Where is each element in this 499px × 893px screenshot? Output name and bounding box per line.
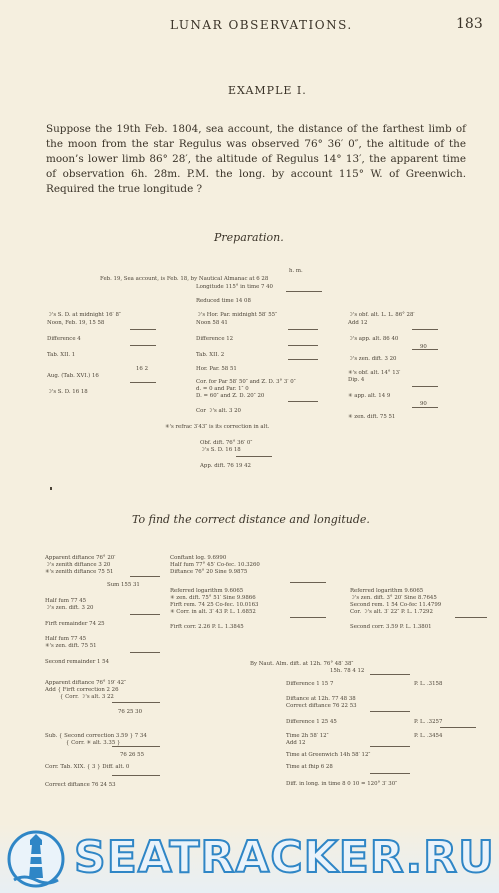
rule [455, 617, 487, 618]
preparation-line: ☽'s S. D. 16 18 [47, 389, 88, 395]
problem-paragraph: Suppose the 19th Feb. 1804, sea account, the distance of the farthest limb of the moon from the star Regulus was observed 76° 36′ 0″, the altitude of the moon’s lower limb 86° 28′, the altitude of Regulus 14° 13′, the apparent time of observation 6h. 28m. P.M. the long. by account 115° W. of Greenwich. Required the true longitude ? [46, 123, 466, 195]
correct-line: ✳'s zenith diftance 75 51 [45, 569, 114, 575]
correct-line: ☽'s zen. dift. 3 20 [45, 605, 94, 611]
correct-line: Diff. in long. in time 8 0 10 = 120° 3′ 30″ [286, 781, 398, 787]
correct-line: ✳ zen. dift. 75° 51′ Sine 9.9866 [170, 595, 256, 601]
correct-line: Firft corr. 2.26 P. L. 1.3845 [170, 624, 244, 630]
preparation-line: 90 [420, 344, 427, 350]
rule [130, 576, 160, 577]
correct-line: Second remainder 1 54 [45, 659, 110, 665]
correct-line: Diftance at 12h. 77 48 38 [286, 696, 356, 702]
preparation-line: Longitude 115° in time 7 40 [196, 284, 273, 290]
rule [370, 773, 410, 774]
correct-line: P. L. .3454 [414, 733, 443, 739]
correct-line: Half fum 77° 45′ Co-fec. 10.3260 [170, 562, 260, 568]
lighthouse-logo [6, 830, 66, 888]
correct-line: Second corr. 3.59 P. L. 1.3801 [350, 624, 432, 630]
rule [288, 345, 318, 346]
preparation-line: 90 [420, 401, 427, 407]
rule [288, 329, 318, 330]
preparation-line: ✳'s refrac 3′43″ is its correction in alt. [165, 424, 270, 430]
correct-line: Time at Greenwich 14h 58′ 12″ [286, 752, 371, 758]
correct-line: Referred logarithm 9.6065 [170, 588, 244, 594]
correct-line: ☽'s zen. dift. 3° 20′ Sine 8.7645 [350, 595, 437, 601]
preparation-line: Tab. XII. 1 [47, 352, 76, 358]
preparation-line: D. = 60″ and Z. D. 20″ 20 [196, 393, 265, 399]
rule [290, 582, 326, 583]
correct-line: Cor. ☽'s alt. 3′ 22″ P. L. 1.7292 [350, 609, 433, 615]
rule [412, 407, 438, 408]
correct-line: Add 12 [286, 740, 306, 746]
correct-line: P. L. .3257 [414, 719, 443, 725]
correct-line: Firft rem. 74 25 Co-fec. 10.0163 [170, 602, 259, 608]
correct-line: 15h. 78 4 12 [330, 668, 365, 674]
correct-line: Apparent diftance 76° 19′ 42″ [45, 680, 127, 686]
example-title: EXAMPLE I. [228, 84, 307, 97]
preparation-line: ✳ zen. dift. 75 51 [348, 414, 396, 420]
watermark-text: SEATRACKER.RU [74, 832, 495, 883]
preparation-line: ☽'s S. D. at midnight 16′ 8″ [47, 312, 121, 318]
correct-line: Diftance 76° 20 Sine 9.9875 [170, 569, 248, 575]
preparation-line: Obf. dift. 76° 36′ 0″ [200, 440, 253, 446]
correct-line: Difference 1 15 7 [286, 681, 334, 687]
preparation-line: ✳'s obf. alt. 14° 13′ [348, 370, 401, 376]
rule [130, 614, 160, 615]
correct-line: 76 25 30 [118, 709, 143, 715]
correct-line: ☽'s zenith diftance 3 20 [45, 562, 111, 568]
preparation-line: Dip. 4 [348, 377, 365, 383]
preparation-line: Noon, Feb. 19, 15 58 [47, 320, 105, 326]
rule [130, 382, 156, 383]
correct-line: Difference 1 25 45 [286, 719, 337, 725]
preparation-line: ☽'s zen. dift. 3 20 [348, 356, 397, 362]
rule [412, 329, 438, 330]
rule [130, 652, 160, 653]
preparation-line: Difference 4 [47, 336, 81, 342]
preparation-line: Tab. XII. 2 [196, 352, 225, 358]
rule [290, 617, 326, 618]
correct-line: ✳ Corr. in alt. 3′ 43 P. L. 1.6852 [170, 609, 256, 615]
rule [370, 711, 410, 712]
page-number: 183 [456, 16, 483, 32]
preparation-line: Difference 12 [196, 336, 234, 342]
preparation-line: ☽'s obf. alt. L. L. 86° 28′ [348, 312, 415, 318]
correct-distance-heading: To find the correct distance and longitude. [132, 513, 370, 526]
rule [288, 359, 318, 360]
rule [288, 401, 318, 402]
preparation-line: Noon 58 41 [196, 320, 228, 326]
preparation-line: ✳ app. alt. 14 9 [348, 393, 391, 399]
rule [112, 702, 160, 703]
correct-line: Referred logarithm 9.6065 [350, 588, 424, 594]
correct-line: { Corr. ✳ alt. 3.35 } [66, 740, 121, 746]
preparation-line: Feb. 19, Sea account, is Feb. 18, by Nautical Almanac at 6 28 [100, 276, 269, 282]
correct-line: Correct diftance 76 22 53 [286, 703, 357, 709]
preparation-line: Aug. (Tab. XVI.) 16 [47, 373, 99, 379]
correct-line: Sum 155 31 [107, 582, 140, 588]
rule [370, 674, 410, 675]
rule [412, 386, 438, 387]
rule [440, 727, 476, 728]
preparation-line: ☽'s app. alt. 86 40 [348, 336, 399, 342]
correct-line: By Naut. Alm. dift. at 12h. 76° 48′ 38″ [250, 661, 354, 667]
correct-line: Corr. Tab. XIX. { 3 } Diff. alt. 0 [45, 764, 130, 770]
rule [286, 291, 322, 292]
correct-line: Half fum 77 45 [45, 636, 87, 642]
preparation-heading: Preparation. [214, 231, 284, 244]
correct-line: 76 26 55 [120, 752, 145, 758]
correct-line: Add { Firft correction 2 26 [45, 687, 119, 693]
correct-line: Time 2h 58′ 12″ [286, 733, 329, 739]
preparation-line: App. dift. 76 19 42 [200, 463, 251, 469]
preparation-line: Cor ☽'s alt. 3 20 [196, 408, 241, 414]
correct-line: { Corr. ☽'s alt. 3 22 [60, 694, 114, 700]
correct-line: ✳'s zen. dift. 75 51 [45, 643, 97, 649]
rule [236, 456, 272, 457]
correct-line: Half fum 77 45 [45, 598, 87, 604]
preparation-line: h. m. [289, 268, 303, 274]
rule [112, 775, 160, 776]
preparation-line: Cor. for Par 58′ 50″ and Z. D. 3° 3′ 0″ [196, 379, 296, 385]
rule [130, 345, 156, 346]
preparation-line: ☽'s Hor. Par. midnight 58′ 55″ [196, 312, 278, 318]
ink-speck [50, 487, 52, 490]
correct-line: Time at fhip 6 28 [286, 764, 333, 770]
correct-line: Correct diftance 76 24 53 [45, 782, 116, 788]
rule [112, 746, 160, 747]
rule [412, 349, 438, 350]
correct-line: Firft remainder 74 25 [45, 621, 105, 627]
running-title: LUNAR OBSERVATIONS. [170, 18, 353, 32]
preparation-line: d. = 0 and Par. 1″ 0 [196, 386, 249, 392]
correct-line: P. L. .3158 [414, 681, 443, 687]
preparation-line: Hor. Par. 58 51 [196, 366, 237, 372]
preparation-line: Add 12 [348, 320, 368, 326]
preparation-line: ☽'s S. D. 16 18 [200, 447, 241, 453]
correct-line: Second rem. 1 54 Co-fec 11.4799 [350, 602, 442, 608]
rule [370, 746, 410, 747]
preparation-line: 16 2 [136, 366, 149, 372]
rule [130, 329, 156, 330]
correct-line: Conftant log. 9.6990 [170, 555, 227, 561]
correct-line: Sub. { Second correction 3.59 } 7 34 [45, 733, 147, 739]
preparation-line: Reduced time 14 08 [196, 298, 251, 304]
correct-line: Apparent diftance 76° 20′ [45, 555, 116, 561]
